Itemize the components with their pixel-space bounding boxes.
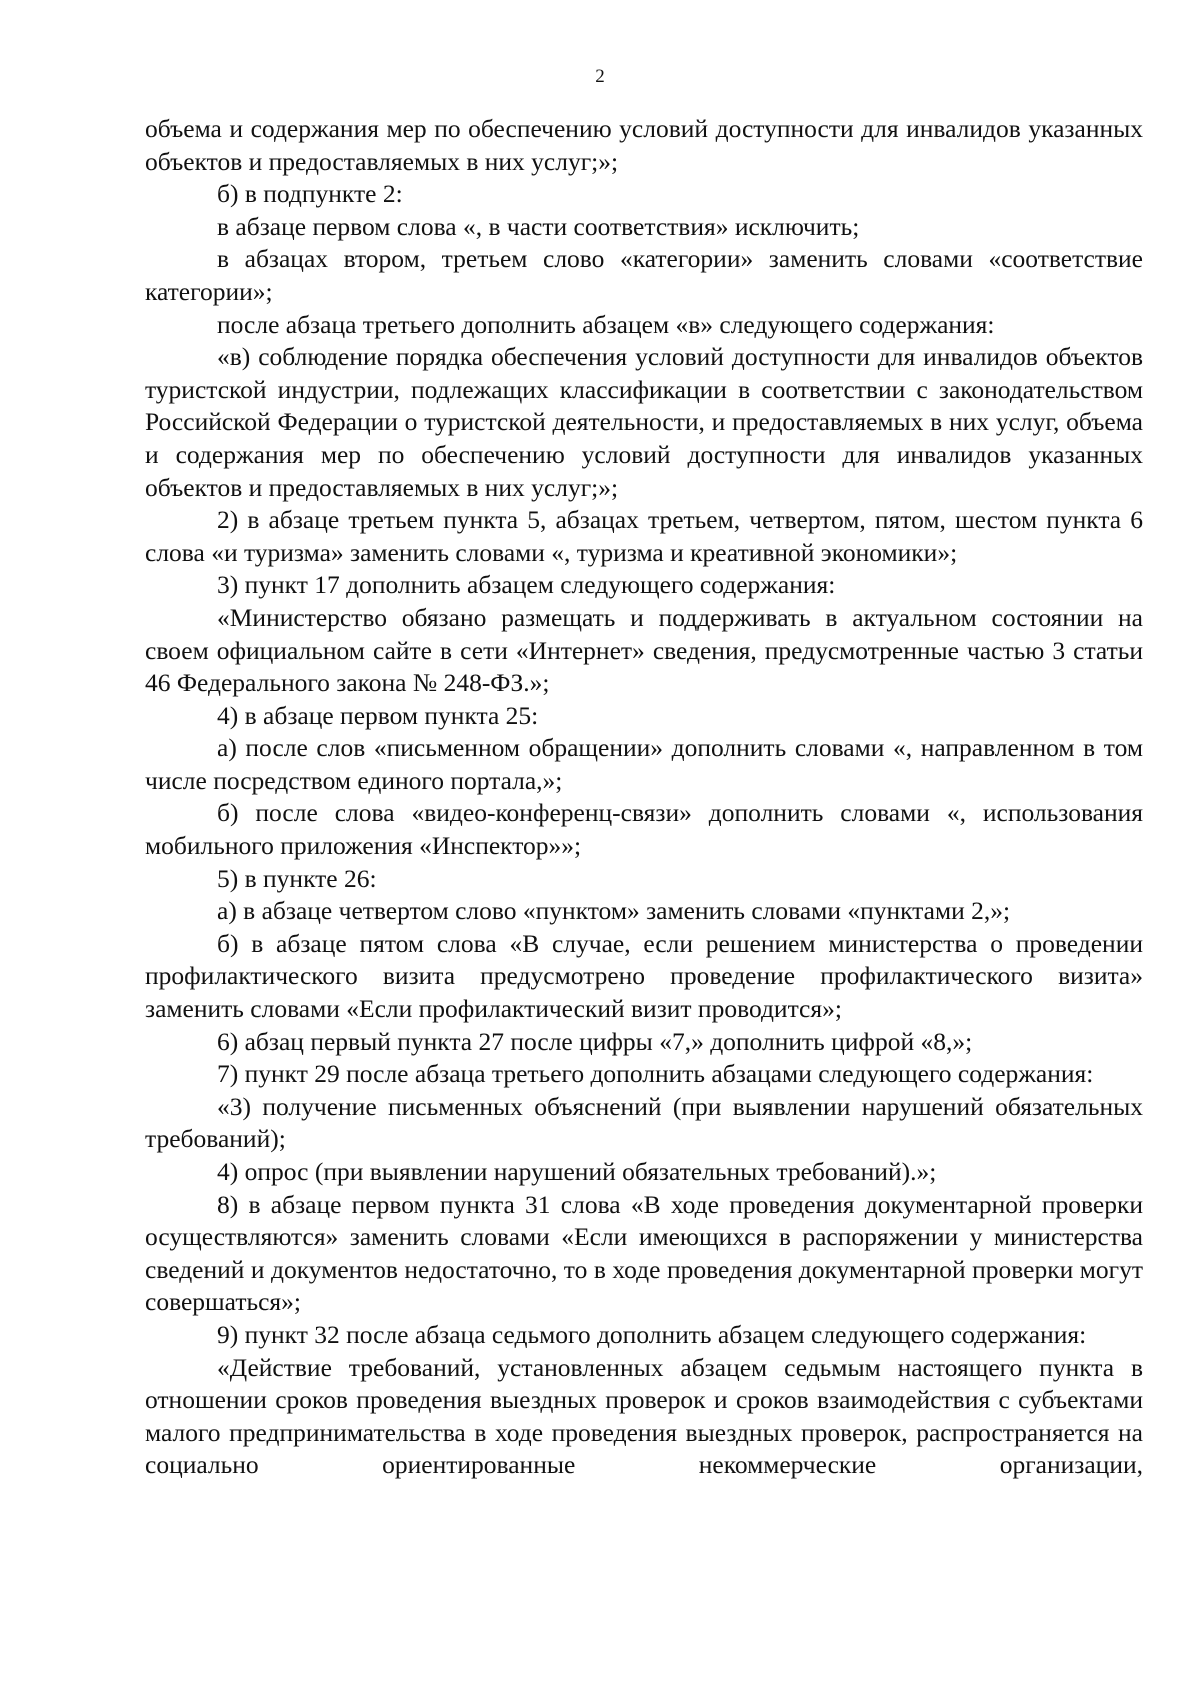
paragraph: 8) в абзаце первом пункта 31 слова «В ходе проведения документарной проверки осуществляются» заменить словами «Если имеющихся в распоряжении у министерства сведений и документов недостаточно, то в ходе проведения документарной проверки могут совершаться»; <box>145 1189 1143 1317</box>
paragraph: в абзаце первом слова «, в части соответствия» исключить; <box>217 211 860 241</box>
page-number: 2 <box>595 66 605 87</box>
paragraph: 4) в абзаце первом пункта 25: <box>217 700 539 730</box>
paragraph: 4) опрос (при выявлении нарушений обязательных требований).»; <box>217 1157 937 1186</box>
paragraph: б) в абзаце пятом слова «В случае, если решением министерства о проведении профилактического визита предусмотрено проведение профилактического визита» заменить словами «Если профилактический визит проводится»; <box>145 928 1143 1024</box>
paragraph: а) после слов «письменном обращении» дополнить словами «, направленном в том числе посредством единого портала,»; <box>145 733 1143 795</box>
paragraph: б) после слова «видео-конференц-связи» дополнить словами «, использования мобильного приложения «Инспектор»»; <box>145 798 1143 861</box>
paragraph: «в) соблюдение порядка обеспечения условий доступности для инвалидов объектов туристской индустрии, подлежащих классификации в соответствии с законодательством Российской Федерации о туристской деятельности, и предоставляемых в них услуг, объема и содержания мер по обеспечению условий доступности для инвалидов указанных объектов и предоставляемых в них услуг;»; <box>145 342 1143 502</box>
paragraph: объема и содержания мер по обеспечению условий доступности для инвалидов указанных объектов и предоставляемых в них услуг;»; <box>145 114 1143 176</box>
paragraph: 2) в абзаце третьем пункта 5, абзацах третьем, четвертом, пятом, шестом пункта 6 слова «и туризма» заменить словами «, туризма и креативной экономики»; <box>145 505 1143 567</box>
paragraph: «Действие требований, установленных абзацем седьмым настоящего пункта в отношении сроков проведения выездных проверок и сроков взаимодействия с субъектами малого предпринимательства в ходе проведения выездных проверок, распространяется на социально ориентированные некоммерческие организации, <box>145 1352 1143 1480</box>
paragraph: 9) пункт 32 после абзаца седьмого дополнить абзацем следующего содержания: <box>217 1319 1087 1349</box>
paragraph: 6) абзац первый пункта 27 после цифры «7,» дополнить цифрой «8,»; <box>217 1026 973 1056</box>
paragraph: а) в абзаце четвертом слово «пунктом» заменить словами «пунктами 2,»; <box>217 896 1011 926</box>
paragraph: 7) пункт 29 после абзаца третьего дополнить абзацами следующего содержания: <box>217 1059 1094 1089</box>
document-body <box>145 113 1143 1482</box>
paragraph: «Министерство обязано размещать и поддерживать в актуальном состоянии на своем официальном сайте в сети «Интернет» сведения, предусмотренные частью 3 статьи 46 Федерального закона № 248-ФЗ.»; <box>145 602 1143 698</box>
paragraph: в абзацах втором, третьем слово «категории» заменить словами «соответствие категории»; <box>145 244 1143 306</box>
paragraph: 3) пункт 17 дополнить абзацем следующего содержания: <box>217 570 836 600</box>
paragraph: после абзаца третьего дополнить абзацем «в» следующего содержания: <box>217 309 995 339</box>
paragraph: б) в подпункте 2: <box>217 179 403 209</box>
paragraph: 5) в пункте 26: <box>217 863 377 893</box>
paragraph: «3) получение письменных объяснений (при выявлении нарушений обязательных требований); <box>145 1091 1143 1154</box>
